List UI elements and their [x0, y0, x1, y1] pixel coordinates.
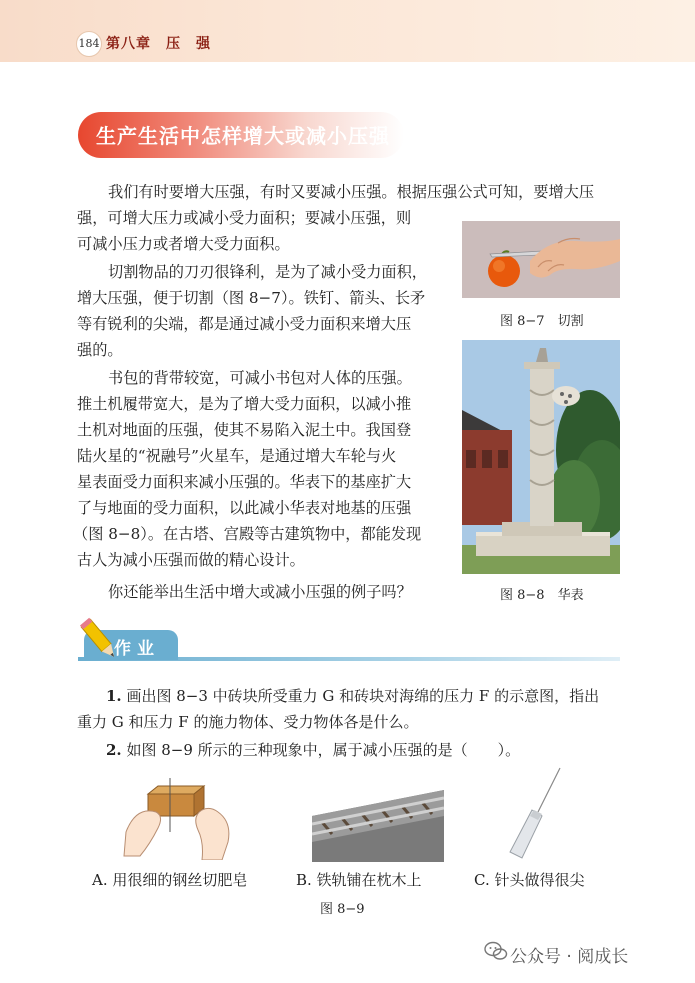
option-b: B. 铁轨铺在枕木上 [296, 871, 422, 889]
wechat-icon [484, 940, 508, 962]
syringe-needle-illustration [498, 766, 568, 862]
page-header [0, 0, 695, 62]
figure-8-8-caption: 图 8−8 华表 [500, 588, 584, 603]
watermark-text: 公众号 · 阅成长 [510, 947, 629, 967]
text-line: 陆火星的“祝融号”火星车，是通过增大车轮与火 [77, 447, 397, 465]
text-line: 星表面受力面积来减小压强的。华表下的基座扩大 [77, 473, 412, 491]
text-line: 古人为减小压强而做的精心设计。 [77, 551, 305, 569]
section-title: 生产生活中怎样增大或减小压强 [96, 124, 390, 148]
figure-huabiao-image [462, 340, 620, 574]
question-2 [106, 740, 520, 760]
knife-orange-illustration [462, 221, 620, 298]
railway-track-illustration [312, 776, 444, 862]
question-1-line-1 [106, 686, 599, 706]
text-line: 强的。 [77, 341, 123, 359]
text-line: 推土机履带宽大，是为了增大受力面积，以减小推 [77, 395, 412, 413]
homework-title: 作业 [114, 639, 160, 659]
page-number: 184 [76, 31, 102, 57]
soap-cutting-illustration [118, 772, 236, 860]
question-1-text: 画出图 8−3 中砖块所受重力 G 和砖块对海绵的压力 F 的示意图，指出 [126, 687, 600, 705]
question-1-line-2: 重力 G 和压力 F 的施力物体、受力物体各是什么。 [77, 713, 419, 731]
text-line: 了与地面的受力面积，以此减小华表对地基的压强 [77, 499, 412, 517]
chapter-title: 第八章 压 强 [106, 36, 211, 52]
question-2-number: 2. [106, 741, 122, 759]
question-2-text: 如图 8−9 所示的三种现象中，属于减小压强的是（ ）。 [126, 741, 521, 759]
option-a: A. 用很细的钢丝切肥皂 [92, 871, 248, 889]
text-line: 切割物品的刀刃很锋利，是为了减小受力面积， [108, 263, 427, 281]
text-line: 你还能举出生活中增大或减小压强的例子吗？ [108, 583, 412, 601]
text-line: 土机对地面的压强，使其不易陷入泥土中。我国登 [77, 421, 412, 439]
figure-8-7-caption: 图 8−7 切割 [500, 314, 584, 329]
text-line: 书包的背带较宽，可减小书包对人体的压强。 [108, 369, 412, 387]
text-line: 可减小压力或者增大受力面积。 [77, 235, 290, 253]
text-line: 等有锐利的尖端，都是通过减小受力面积来增大压 [77, 315, 412, 333]
text-line: 强，可增大压力或减小受力面积；要减小压强，则 [77, 209, 412, 227]
figure-knife-cutting-image [462, 221, 620, 298]
option-c: C. 针头做得很尖 [474, 871, 585, 889]
text-line: （图 8−8）。在古塔、宫殿等古建筑物中，都能发现 [73, 525, 422, 543]
question-1-number: 1. [106, 687, 122, 705]
figure-8-9-caption: 图 8−9 [320, 902, 365, 917]
text-line: 增大压强，便于切割（图 8−7）。铁钉、箭头、长矛 [77, 289, 426, 307]
text-line: 我们有时要增大压强，有时又要减小压强。根据压强公式可知，要增大压 [108, 183, 594, 201]
huabiao-illustration [462, 340, 620, 574]
